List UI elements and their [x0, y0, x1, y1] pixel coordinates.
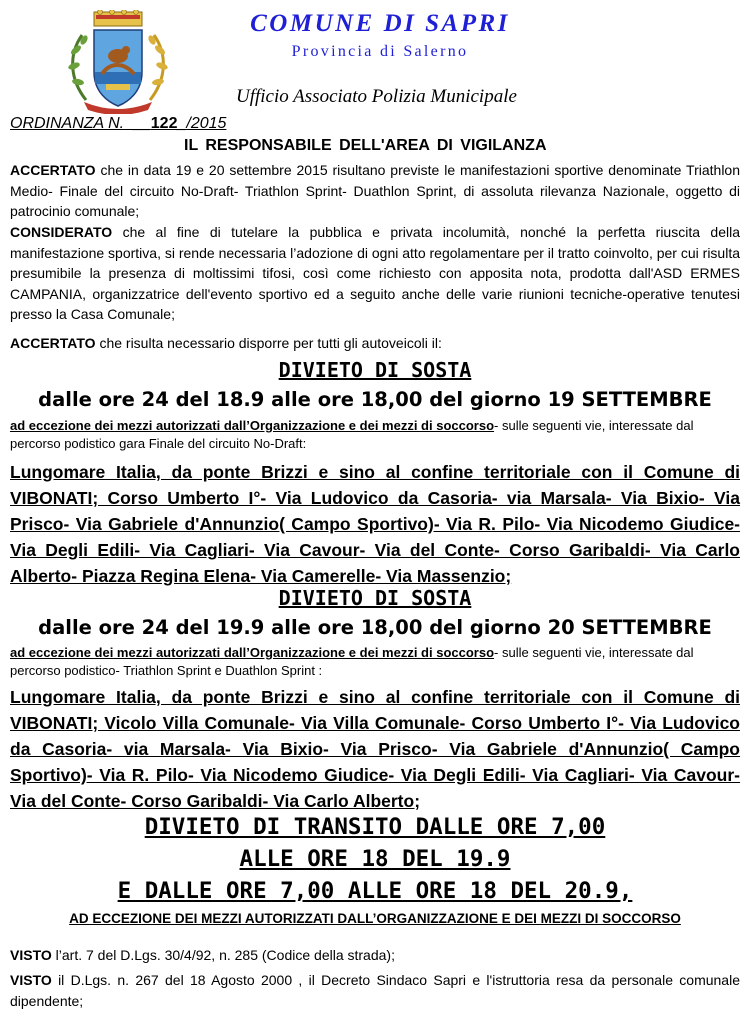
- exception-rest-2: - sulle seguenti vie, interessate dal percorso podistico- Triathlon Sprint e Duathlon Sprint :: [10, 645, 694, 678]
- comune-title: COMUNE DI SAPRI: [250, 10, 510, 37]
- ordinance-number-value: 122: [150, 115, 178, 132]
- considerato-text: che al fine di tutelare la pubblica e privata incolumità, nonché la perfetta riuscita della manifestazione sportiva, si rende necessaria l’adozione di ogni atto regolamentare per il tratto coinvolto, per cui risulta presumibile la presenza di moltissimi tifosi, così come richiesto con apposita nota, prodotta dall'ASD ERMES CAMPANIA, organizzatrice dell'evento sportivo ed a seguito anche delle varie riunioni tecniche-operative tenutesi presso la Casa Comunale;: [10, 224, 740, 322]
- visto-keyword-1: VISTO: [10, 947, 52, 963]
- exception-underlined-2: ad eccezione dei mezzi autorizzati dall’Organizzazione e dei mezzi di soccorso: [10, 645, 495, 660]
- considerato-paragraph: [10, 222, 740, 325]
- divieto-sosta-title-2: DIVIETO DI SOSTA: [278, 586, 472, 610]
- accertato-text: che in data 19 e 20 settembre 2015 risultano previste le manifestazioni sportive denominate Triathlon Medio- Finale del circuito No-Draft- Triathlon Sprint- Duathlon Sprint, di assoluta rilevanza Nazionale, oggetto di patrocinio comunale;: [10, 162, 740, 219]
- responsabile-heading: IL RESPONSABILE DELL'AREA DI VIGILANZA: [184, 137, 547, 154]
- exception-rest-1: - sulle seguenti vie, interessate dal percorso podistico gara Finale del circuito No-Draft:: [10, 418, 694, 451]
- ordinance-number: ORDINANZA N. __122_/2015: [10, 115, 227, 132]
- divieto-sosta-period-2: dalle ore 24 del 19.9 alle ore 18,00 del giorno 20 SETTEMBRE: [38, 616, 712, 639]
- divieto-sosta-streets-2: Lungomare Italia, da ponte Brizzi e sino al confine territoriale con il Comune di VIBONATI; Vicolo Villa Comunale- Via Villa Comunale- Corso Umberto I°- Via Ludovico da Casoria- via Marsala- Via Bixio- Via Prisco- Via Gabriele d'Annunzio( Campo Sportivo)- Via R. Pilo- Via Nicodemo Giudice- Via Degli Edili- Via Cagliari- Via Cavour- Via del Conte- Corso Garibaldi- Via Carlo Alberto;: [10, 687, 740, 811]
- exception-underlined-1: ad eccezione dei mezzi autorizzati dall’Organizzazione e dei mezzi di soccorso: [10, 418, 495, 433]
- provincia-subtitle: Provincia di Salerno: [291, 43, 469, 60]
- divieto-sosta-exception-1: [10, 417, 740, 453]
- accertato-text-2: che risulta necessario disporre per tutti gli autoveicoli il:: [95, 335, 442, 351]
- visto-text-2: il D.Lgs. n. 267 del 18 Agosto 2000 , il Decreto Sindaco Sapri e l'istruttoria resa da personale comunale dipendente;: [10, 972, 740, 1009]
- ordinance-label: ORDINANZA N.: [10, 115, 125, 132]
- divieto-transito-line-2: ALLE ORE 18 DEL 19.9: [239, 846, 511, 872]
- divieto-sosta-period-1: dalle ore 24 del 18.9 alle ore 18,00 del giorno 19 SETTEMBRE: [38, 388, 712, 411]
- divieto-sosta-streets-1: Lungomare Italia, da ponte Brizzi e sino al confine territoriale con il Comune di VIBONATI; Corso Umberto I°- Via Ludovico da Casoria- via Marsala- Via Bixio- Via Prisco- Via Gabriele d'Annunzio( Campo Sportivo)- Via R. Pilo- Via Nicodemo Giudice- Via Degli Edili- Via Cagliari- Via Cavour- Via del Conte- Corso Garibaldi- Via Carlo Alberto- Piazza Regina Elena- Via Camerelle- Via Massenzio;: [10, 462, 740, 586]
- divieto-transito-line-3: E DALLE ORE 7,00 ALLE ORE 18 DEL 20.9,: [117, 878, 633, 904]
- municipal-crest-icon: [62, 10, 174, 114]
- visto-text-1: l’art. 7 del D.Lgs. 30/4/92, n. 285 (Codice della strada);: [51, 947, 395, 963]
- visto-keyword-2: VISTO: [10, 972, 52, 988]
- accertato-paragraph-2: [10, 333, 740, 354]
- divieto-transito-exception: AD ECCEZIONE DEI MEZZI AUTORIZZATI DALL’ORGANIZZAZIONE E DEI MEZZI DI SOCCORSO: [69, 911, 681, 926]
- divieto-transito-line-1: DIVIETO DI TRANSITO DALLE ORE 7,00: [144, 814, 606, 840]
- ufficio-heading: Ufficio Associato Polizia Municipale: [236, 86, 517, 107]
- accertato-paragraph-1: [10, 160, 740, 222]
- visto-paragraph-2: [10, 970, 740, 1011]
- accertato-keyword-2: ACCERTATO: [10, 335, 96, 351]
- considerato-keyword: CONSIDERATO: [10, 224, 113, 240]
- visto-paragraph-1: [10, 945, 740, 966]
- ordinance-year: /2015: [186, 115, 227, 132]
- divieto-sosta-exception-2: [10, 644, 740, 680]
- divieto-sosta-title-1: DIVIETO DI SOSTA: [278, 358, 472, 382]
- accertato-keyword: ACCERTATO: [10, 162, 96, 178]
